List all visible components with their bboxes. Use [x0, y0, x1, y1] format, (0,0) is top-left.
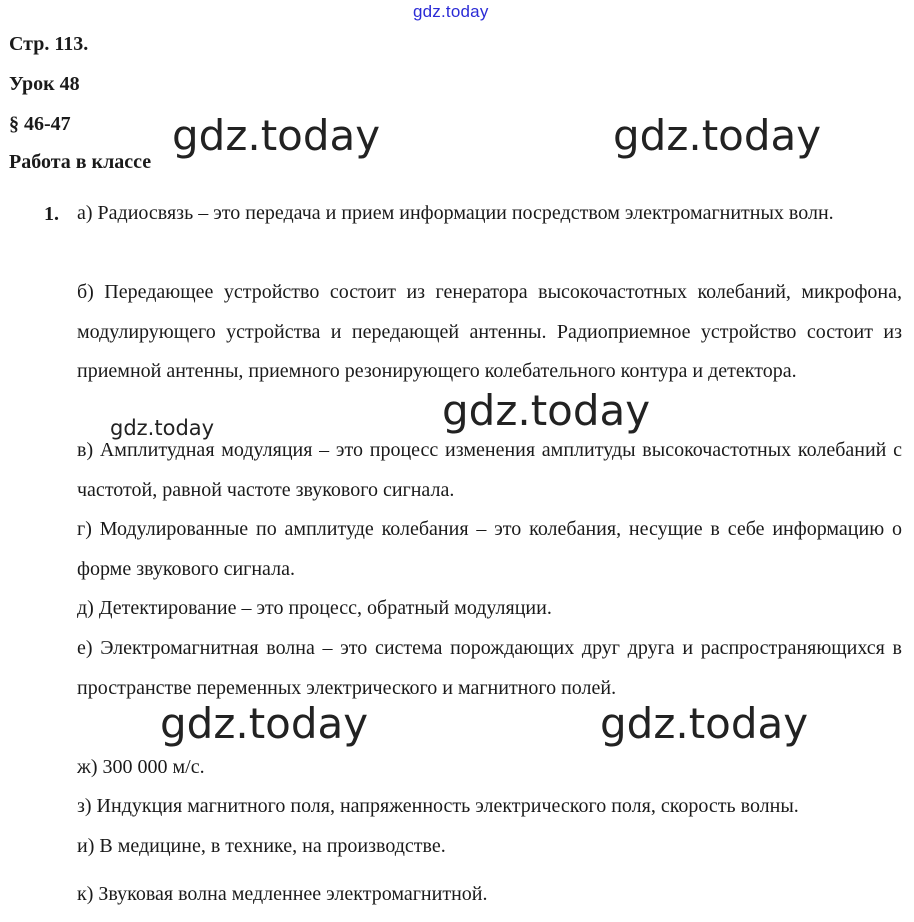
answer-a: а) Радиосвязь – это передача и прием информации посредством электромагнитных волн. [77, 202, 834, 224]
answer-k: к) Звуковая волна медленнее электромагнитной. [77, 883, 488, 905]
watermark-6: gdz.today [600, 699, 809, 748]
watermark-2: gdz.today [613, 111, 822, 160]
watermark-5: gdz.today [160, 699, 369, 748]
answer-d: д) Детектирование – это процесс, обратный модуляции. [77, 597, 552, 619]
watermark-top: gdz.today [413, 2, 489, 21]
section-heading: § 46-47 [9, 113, 71, 135]
answer-e: е) Электромагнитная волна – это система порождающих друг друга и распространяющихся в пространстве переменных электрического и магнитного полей. [77, 637, 902, 699]
watermark-3: gdz.today [442, 386, 651, 435]
watermark-4: gdz.today [110, 416, 215, 440]
answer-zh: ж) 300 000 м/с. [77, 756, 205, 778]
page-number-heading: Стр. 113. [9, 33, 89, 55]
answer-v: в) Амплитудная модуляция – это процесс изменения амплитуды высокочастотных колебаний с частотой, равной частоте звукового сигнала. [77, 439, 902, 501]
lesson-heading: Урок 48 [9, 73, 80, 95]
answer-b: б) Передающее устройство состоит из генератора высокочастотных колебаний, микрофона, модулирующего устройства и передающей антенны. Радиоприемное устройство состоит из приемной антенны, приемного резонирующего колебательного контура и детектора. [77, 281, 902, 382]
task-number: 1. [44, 203, 59, 225]
answer-z: з) Индукция магнитного поля, напряженность электрического поля, скорость волны. [77, 795, 799, 817]
answer-i: и) В медицине, в технике, на производстве. [77, 835, 446, 857]
watermark-1: gdz.today [172, 111, 381, 160]
classwork-heading: Работа в классе [9, 151, 152, 173]
answer-g: г) Модулированные по амплитуде колебания – это колебания, несущие в себе информацию о форме звукового сигнала. [77, 518, 902, 580]
